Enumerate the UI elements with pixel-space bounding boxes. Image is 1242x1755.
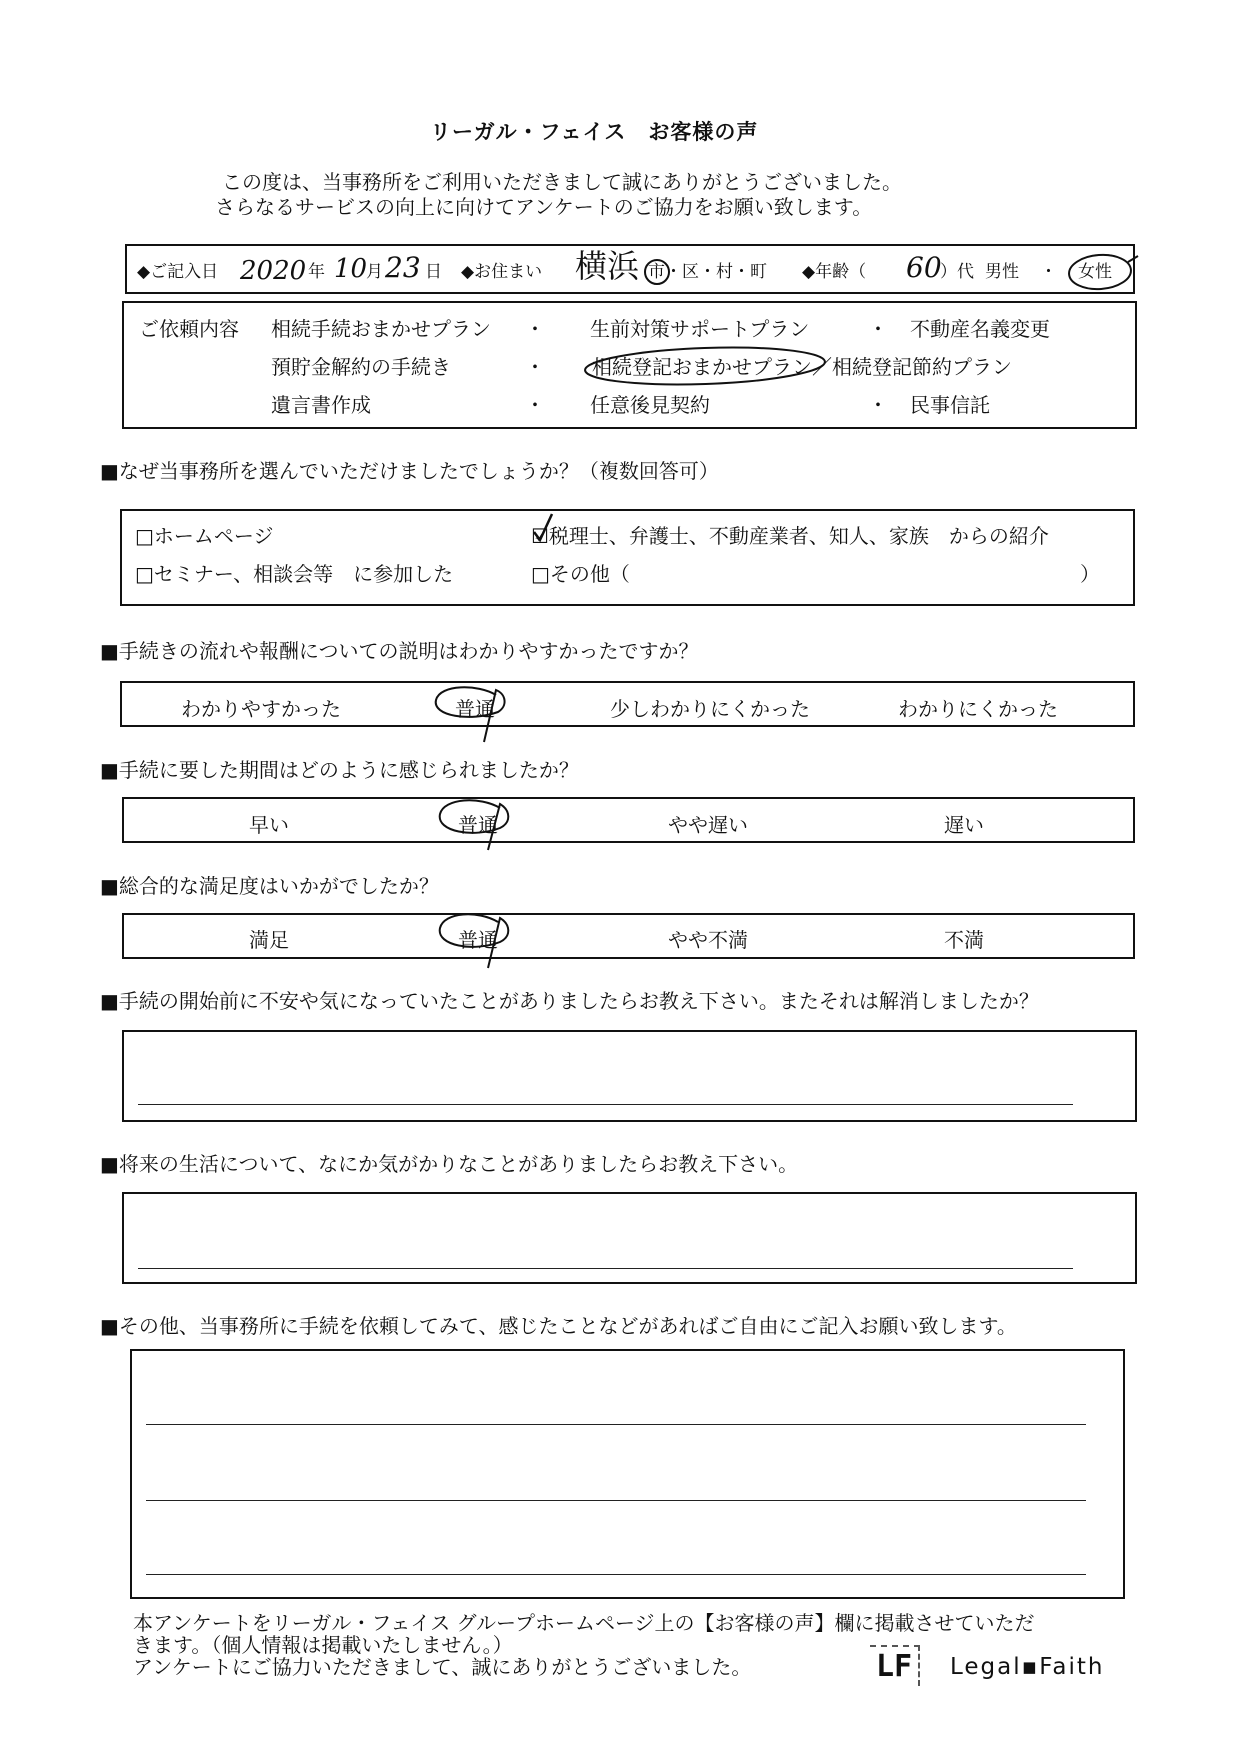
request-item-will[interactable]: 遺言書作成: [271, 393, 371, 417]
request-item-trust[interactable]: 民事信託: [910, 393, 990, 417]
q1-option-homepage[interactable]: □ホームページ: [135, 524, 274, 548]
footer-line-1: 本アンケートをリーガル・フェイス グループホームページ上の【お客様の声】欄に掲載させていただ: [133, 1611, 1035, 1635]
request-sep: ・: [525, 355, 545, 379]
footer-line-2: きます。（個人情報は掲載いたしません。）: [133, 1633, 513, 1657]
age-value[interactable]: 60: [906, 251, 942, 284]
request-item-real-estate[interactable]: 不動産名義変更: [910, 317, 1050, 341]
q1-option-seminar[interactable]: □セミナー、相談会等 に参加した: [135, 562, 454, 586]
city-units: 市・区・村・町: [648, 262, 767, 282]
request-selected-ellipse: [584, 344, 825, 388]
q2-question: ■手続きの流れや報酬についての説明はわかりやすかったですか？: [100, 639, 699, 663]
footer-line-3: アンケートにご協力いただきまして、誠にありがとうございました。: [133, 1655, 752, 1679]
q4-option-somewhat-unsatisfied[interactable]: やや不満: [668, 928, 748, 952]
city-unit-circle: [645, 260, 669, 284]
request-sep: ・: [868, 393, 888, 417]
address-label: ◆お住まい: [461, 262, 543, 282]
gender-female[interactable]: 女性: [1078, 262, 1112, 282]
q4-normal-circle: [440, 914, 509, 968]
q1-question: ■なぜ当事務所を選んでいただけましたでしょうか？（複数回答可）: [100, 459, 719, 483]
q6-question: ■将来の生活について、なにか気がかりなことがありましたらお教え下さい。: [100, 1152, 799, 1176]
gender-dot: ・: [1040, 262, 1057, 282]
request-item-pre-death[interactable]: 生前対策サポートプラン: [590, 317, 810, 341]
request-label: ご依頼内容: [139, 317, 239, 341]
q5-question: ■手続の開始前に不安や気になっていたことがありましたらお教え下さい。またそれは解消しましたか？: [100, 989, 1039, 1013]
q1-check-mark: [534, 514, 552, 540]
request-sep: ・: [525, 317, 545, 341]
q4-option-unsatisfied[interactable]: 不満: [944, 928, 984, 952]
q4-option-normal[interactable]: 普通: [458, 928, 498, 952]
request-item-registration[interactable]: 相続登記おまかせプラン／相続登記節約プラン: [592, 355, 1012, 379]
q2-option-normal[interactable]: 普通: [455, 697, 495, 721]
city-value[interactable]: 横浜: [575, 247, 640, 285]
q3-option-normal[interactable]: 普通: [458, 813, 498, 837]
request-sep: ・: [525, 393, 545, 417]
q3-option-somewhat-slow[interactable]: やや遅い: [668, 813, 748, 837]
q2-option-clear[interactable]: わかりやすかった: [181, 697, 341, 721]
month-unit: 月: [366, 262, 383, 282]
gender-female-circle: [1068, 253, 1132, 291]
q4-question: ■総合的な満足度はいかがでしたか？: [100, 874, 439, 898]
page-title: リーガル・フェイス お客様の声: [430, 120, 759, 144]
q3-option-slow[interactable]: 遅い: [944, 813, 984, 837]
date-label: ◆ご記入日: [137, 262, 219, 282]
request-item-estate-plan[interactable]: 相続手続おまかせプラン: [271, 317, 491, 341]
gender-male[interactable]: 男性: [985, 262, 1019, 282]
q1-option-other-close: ）: [1080, 562, 1100, 586]
q3-normal-circle: [440, 800, 509, 850]
month-value[interactable]: 10: [334, 254, 368, 284]
request-item-guardianship[interactable]: 任意後見契約: [590, 393, 710, 417]
q4-option-satisfied[interactable]: 満足: [249, 928, 289, 952]
q2-option-somewhat-unclear[interactable]: 少しわかりにくかった: [610, 697, 810, 721]
q1-option-referral[interactable]: ☑税理士、弁護士、不動産業者、知人、家族 からの紹介: [531, 524, 1049, 548]
q3-question: ■手続に要した期間はどのように感じられましたか？: [100, 758, 579, 782]
gender-female-circle-tail: [1128, 256, 1138, 262]
day-unit: 日: [425, 262, 442, 282]
year-unit: 年: [308, 262, 325, 282]
legal-faith-logo-mark: LF: [870, 1645, 920, 1686]
intro-line-1: この度は、当事務所をご利用いただきまして誠にありがとうございました。: [222, 170, 902, 194]
q3-option-fast[interactable]: 早い: [249, 813, 289, 837]
day-value[interactable]: 23: [385, 251, 421, 284]
q7-question: ■その他、当事務所に手続を依頼してみて、感じたことなどがあればご自由にご記入お願い致します。: [100, 1314, 1017, 1338]
q1-option-other[interactable]: □その他（: [531, 562, 630, 586]
request-item-deposit[interactable]: 預貯金解約の手続き: [271, 355, 451, 379]
intro-line-2: さらなるサービスの向上に向けてアンケートのご協力をお願い致します。: [215, 195, 873, 219]
age-label: ◆年齢（: [802, 262, 867, 282]
year-value[interactable]: 2020: [240, 256, 307, 286]
request-sep: ・: [868, 317, 888, 341]
q2-option-unclear[interactable]: わかりにくかった: [898, 697, 1058, 721]
age-unit: ）代: [940, 262, 974, 282]
q2-normal-circle: [436, 687, 505, 742]
legal-faith-logo-text: Legal▪Faith: [950, 1654, 1105, 1680]
